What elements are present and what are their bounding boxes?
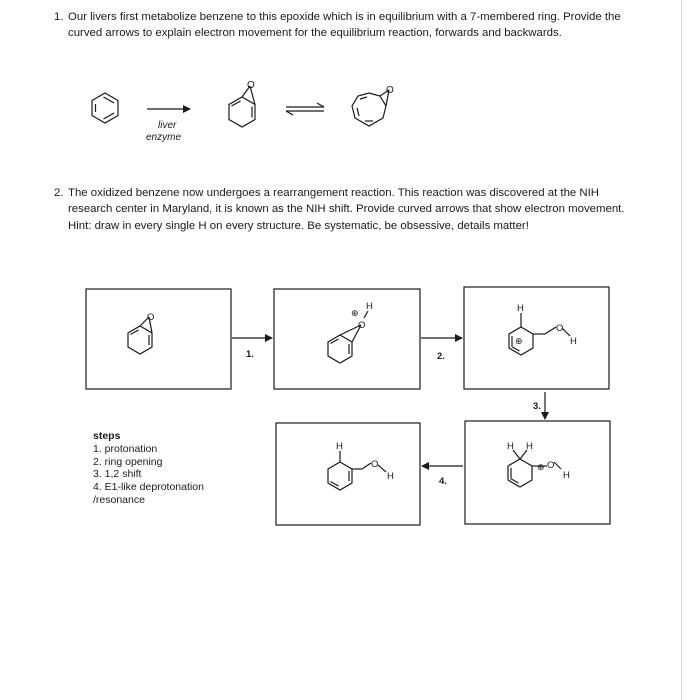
epoxide-oxygen-label: O [247, 80, 255, 91]
box3-top-hydrogen: H [517, 303, 524, 314]
box3-oxygen-label: O [556, 323, 564, 334]
step-label-3: 3. [533, 401, 541, 412]
box4-oxygen-label: O [547, 460, 555, 471]
box2-plus-charge: ⊕ [351, 308, 359, 318]
oxepin-molecule [352, 90, 389, 126]
box1-oxygen-label: O [147, 312, 155, 323]
question-1-text: Our livers first metabolize benzene to this epoxide which is in equilibrium with a 7-membered ring. Provide the curved arrows to explain electron movement for the equilibrium reaction, forwards and backwards. [68, 11, 621, 40]
box4-hydrogen-label: H [563, 470, 570, 481]
box3-hydrogen-label: H [570, 336, 577, 347]
question-2-text: The oxidized benzene now undergoes a rearrangement reaction. This reaction was discovered at the NIH research center in Maryland, it is known as the NIH shift. Provide curved arrows that show electron movement. Hint: draw in every single H on every structure. Be systematic, be obsessive, details matter! [68, 187, 625, 232]
step-label-1: 1. [246, 349, 254, 360]
box4-hydrogen-1: H [507, 441, 514, 452]
mechanism-box-1 [86, 289, 231, 389]
steps-item: 3. 1,2 shift [93, 468, 142, 481]
step-label-4: 4. [439, 476, 447, 487]
box5-phenol-product [328, 451, 386, 490]
box3-plus-charge: ⊕ [515, 336, 523, 346]
mechanism-box-5 [276, 423, 420, 525]
box5-top-hydrogen: H [336, 441, 343, 452]
step-arrows [232, 338, 545, 466]
box3-carbocation [509, 313, 570, 355]
steps-item: 4. E1-like deprotonation [93, 481, 204, 494]
benzene-oxide-molecule [229, 86, 255, 127]
benzene-molecule [92, 93, 118, 123]
box5-oxygen-label: O [371, 459, 379, 470]
mechanism-box-3 [464, 287, 609, 389]
arrow-label-liver: liver [158, 120, 177, 131]
box4-hydrogen-2: H [526, 441, 533, 452]
steps-item: 1. protonation [93, 442, 158, 455]
box2-protonated-epoxide [328, 311, 368, 363]
oxepin-oxygen-label: O [386, 85, 394, 96]
steps-title: steps [93, 430, 121, 442]
step-label-2: 2. [437, 351, 445, 362]
steps-item: /resonance [93, 493, 145, 506]
question-2-number: 2. [54, 187, 64, 199]
steps-item: 2. ring opening [93, 455, 163, 468]
mechanism-box-4 [465, 421, 610, 524]
box2-oxygen-label: O [358, 320, 366, 331]
box2-hydrogen-label: H [366, 301, 373, 312]
equilibrium-arrows [286, 103, 324, 115]
question-1-number: 1. [54, 11, 64, 23]
steps-legend [93, 430, 204, 507]
arrow-label-enzyme: enzyme [146, 132, 182, 143]
box4-plus-charge: ⊕ [537, 462, 545, 472]
box5-hydrogen-label: H [387, 471, 394, 482]
